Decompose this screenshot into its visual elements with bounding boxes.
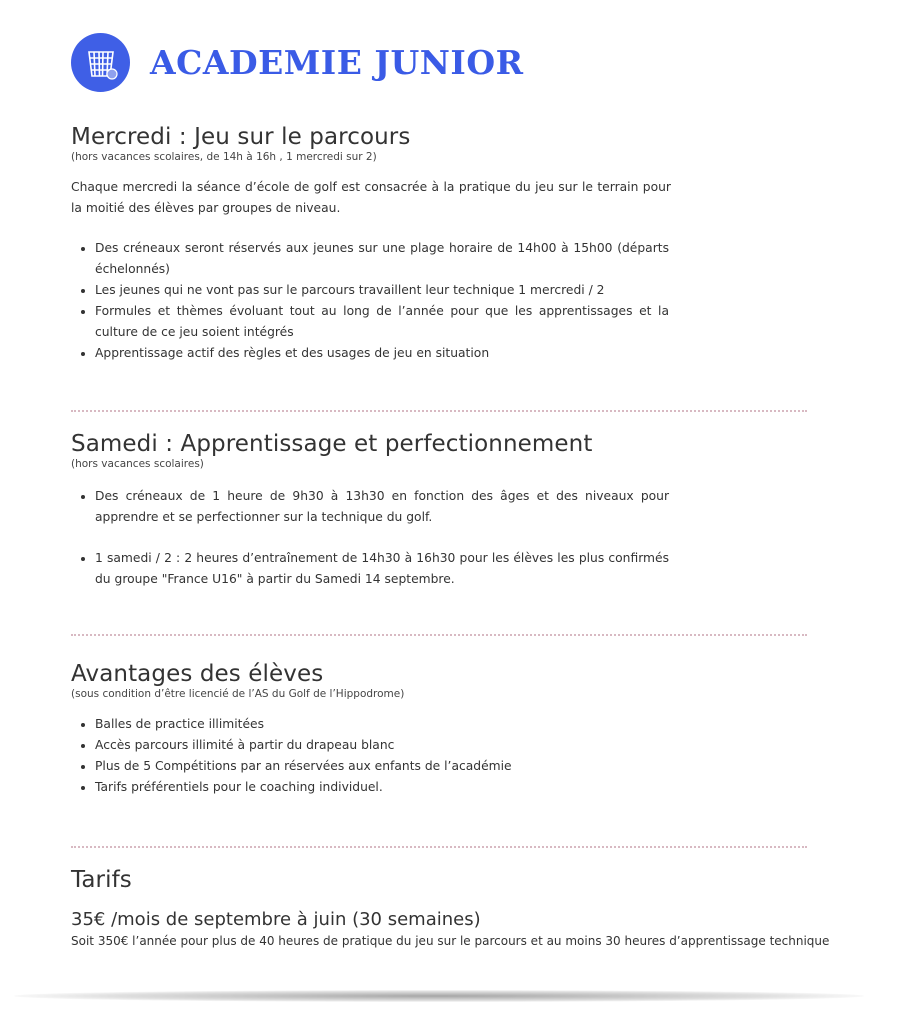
list-item: • Balles de practice illimitées [95, 714, 669, 735]
divider [71, 634, 807, 636]
tarif-note: Soit 350€ l’année pour plus de 40 heures de pratique du jeu sur le parcours et au moins 30 heures d’apprentissage technique [71, 934, 830, 948]
page-shadow [14, 990, 864, 1002]
section-heading: Mercredi : Jeu sur le parcours [71, 124, 411, 150]
section-heading: Samedi : Apprentissage et perfectionnement [71, 431, 593, 457]
list-item: • Apprentissage actif des règles et des usages de jeu en situation [95, 343, 669, 364]
header [71, 33, 524, 92]
list-item: • Les jeunes qui ne vont pas sur le parcours travaillent leur technique 1 mercredi / 2 [95, 280, 669, 301]
tarif-price: 35€ /mois de septembre à juin (30 semaines) [71, 909, 481, 930]
section-subtitle: (hors vacances scolaires, de 14h à 16h , 1 mercredi sur 2) [71, 151, 377, 163]
list-item: • Des créneaux de 1 heure de 9h30 à 13h30 en fonction des âges et des niveaux pour apprendre et se perfectionner sur la technique du golf. [95, 486, 669, 528]
divider [71, 846, 807, 848]
divider [71, 410, 807, 412]
avantages-list [71, 714, 669, 798]
basket-ball-icon [71, 33, 130, 92]
section-intro: Chaque mercredi la séance d’école de golf est consacrée à la pratique du jeu sur le terrain pour la moitié des élèves par groupes de niveau. [71, 180, 671, 215]
page-title: ACADEMIE JUNIOR [150, 43, 524, 82]
samedi-list [71, 486, 669, 590]
list-item: • Accès parcours illimité à partir du drapeau blanc [95, 735, 669, 756]
section-heading: Avantages des élèves [71, 661, 324, 687]
section-avantages [71, 661, 671, 798]
section-heading: Tarifs [71, 867, 132, 893]
list-item: • Plus de 5 Compétitions par an réservées aux enfants de l’académie [95, 756, 669, 777]
list-item: • 1 samedi / 2 : 2 heures d’entraînement de 14h30 à 16h30 pour les élèves les plus confirmés du groupe "France U16" à partir du Samedi 14 septembre. [95, 548, 669, 590]
section-samedi [71, 431, 671, 590]
mercredi-list [71, 238, 669, 364]
section-tarifs [71, 867, 851, 948]
section-mercredi [71, 124, 671, 364]
list-item: • Tarifs préférentiels pour le coaching individuel. [95, 777, 669, 798]
section-subtitle: (hors vacances scolaires) [71, 458, 204, 470]
section-subtitle: (sous condition d’être licencié de l’AS du Golf de l’Hippodrome) [71, 688, 405, 700]
list-item: • Formules et thèmes évoluant tout au long de l’année pour que les apprentissages et la culture de ce jeu soient intégrés [95, 301, 669, 343]
list-item: • Des créneaux seront réservés aux jeunes sur une plage horaire de 14h00 à 15h00 (départs échelonnés) [95, 238, 669, 280]
